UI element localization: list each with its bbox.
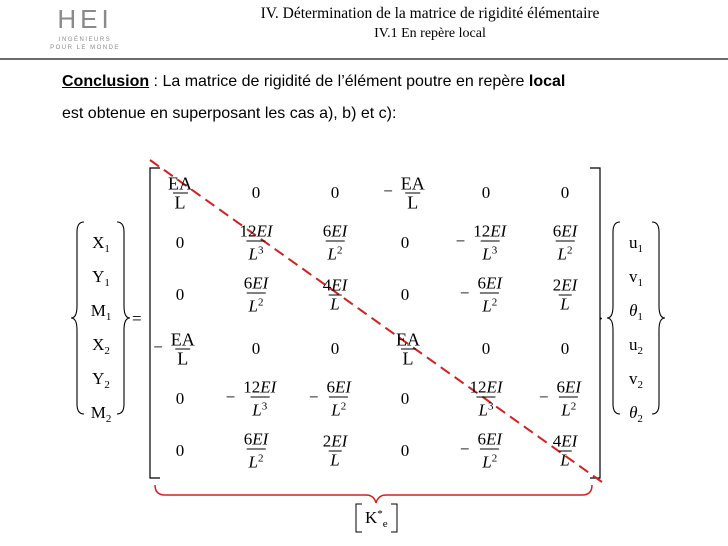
k32: $\frac{6EI}{L^2}$ xyxy=(243,273,269,316)
rhs-right-brace xyxy=(652,222,665,414)
conclusion-text-1: : La matrice de rigidité de l’élément poutre en repère xyxy=(149,73,529,90)
lhs-m2: $M_2$ xyxy=(90,403,112,425)
rhs-v2: $v_2$ xyxy=(629,369,643,391)
logo-text: HEI xyxy=(57,4,113,34)
dot-operator: · xyxy=(598,309,604,328)
k65: − $\frac{6EI}{L^2}$ xyxy=(459,429,503,472)
k11: $\frac{EA}{L}$ xyxy=(168,173,192,213)
rhs-vector xyxy=(620,229,652,433)
k52: − $\frac{12EI}{L^3}$ xyxy=(225,377,277,420)
k31: 0 xyxy=(175,285,185,304)
diagonal-dashed-line xyxy=(150,160,602,482)
lhs-x1: $X_1$ xyxy=(92,233,110,255)
lhs-y1: $Y_1$ xyxy=(92,267,110,289)
bottom-red-brace xyxy=(155,485,592,503)
k64: 0 xyxy=(400,441,410,460)
k63: $\frac{2EI}{L}$ xyxy=(322,431,348,470)
k14: − $\frac{EA}{L}$ xyxy=(383,173,425,213)
k16: 0 xyxy=(560,183,570,202)
k36: $\frac{2EI}{L}$ xyxy=(552,275,578,314)
k53: − $\frac{6EI}{L^2}$ xyxy=(308,377,352,420)
matrix-left-bracket xyxy=(150,168,160,478)
k45: 0 xyxy=(481,339,491,358)
k54: 0 xyxy=(400,389,410,408)
k46: 0 xyxy=(560,339,570,358)
k42: 0 xyxy=(251,339,261,358)
equals-sign: = xyxy=(132,309,142,328)
rhs-left-brace xyxy=(607,222,620,414)
slide-subtitle: IV.1 En repère local xyxy=(374,26,486,41)
lhs-y2: $Y_2$ xyxy=(92,369,110,391)
k22: $\frac{12EI}{L^3}$ xyxy=(239,221,273,264)
logo-sub-2: POUR LE MONDE xyxy=(50,45,120,51)
lhs-m1: $M_1$ xyxy=(90,301,112,323)
k24: 0 xyxy=(400,233,410,252)
k12: 0 xyxy=(251,183,261,202)
k-right-bracket xyxy=(391,504,397,532)
lhs-x2: $X_2$ xyxy=(92,335,110,357)
rhs-u2: $u_2$ xyxy=(629,335,643,357)
k44: $\frac{EA}{L}$ xyxy=(396,329,420,369)
k66: $\frac{4EI}{L}$ xyxy=(552,431,578,470)
rhs-v1: $v_1$ xyxy=(629,267,643,289)
slide-title: IV. Détermination de la matrice de rigidité élémentaire xyxy=(260,5,600,22)
k23: $\frac{6EI}{L^2}$ xyxy=(322,221,348,264)
k41: − $\frac{EA}{L}$ xyxy=(153,329,195,369)
k61: 0 xyxy=(175,441,185,460)
k33: $\frac{4EI}{L}$ xyxy=(322,275,348,314)
rhs-theta1: $\theta_1$ xyxy=(629,301,643,323)
k43: 0 xyxy=(330,339,340,358)
k-star-e-label: $K^*_e$ xyxy=(365,508,388,530)
k51: 0 xyxy=(175,389,185,408)
k21: 0 xyxy=(175,233,185,252)
rhs-theta2: $\theta_2$ xyxy=(629,403,643,425)
lhs-right-brace xyxy=(117,222,130,414)
conclusion-bold: local xyxy=(528,73,566,90)
k13: 0 xyxy=(330,183,340,202)
k26: $\frac{6EI}{L^2}$ xyxy=(552,221,578,264)
lhs-left-brace xyxy=(71,222,84,414)
k34: 0 xyxy=(400,285,410,304)
k35: − $\frac{6EI}{L^2}$ xyxy=(459,273,503,316)
k15: 0 xyxy=(481,183,491,202)
k25: − $\frac{12EI}{L^3}$ xyxy=(455,221,507,264)
k55: $\frac{12EI}{L^3}$ xyxy=(469,377,503,420)
k-left-bracket xyxy=(356,504,362,532)
lhs-vector xyxy=(84,229,118,433)
conclusion-label: Conclusion xyxy=(62,73,150,90)
logo-sub-1: INGÉNIEURS xyxy=(58,37,112,43)
rhs-u1: $u_1$ xyxy=(629,233,643,255)
k56: − $\frac{6EI}{L^2}$ xyxy=(538,377,582,420)
k62: $\frac{6EI}{L^2}$ xyxy=(243,429,269,472)
conclusion-line-2: est obtenue en superposant les cas a), b) et c): xyxy=(62,105,397,122)
